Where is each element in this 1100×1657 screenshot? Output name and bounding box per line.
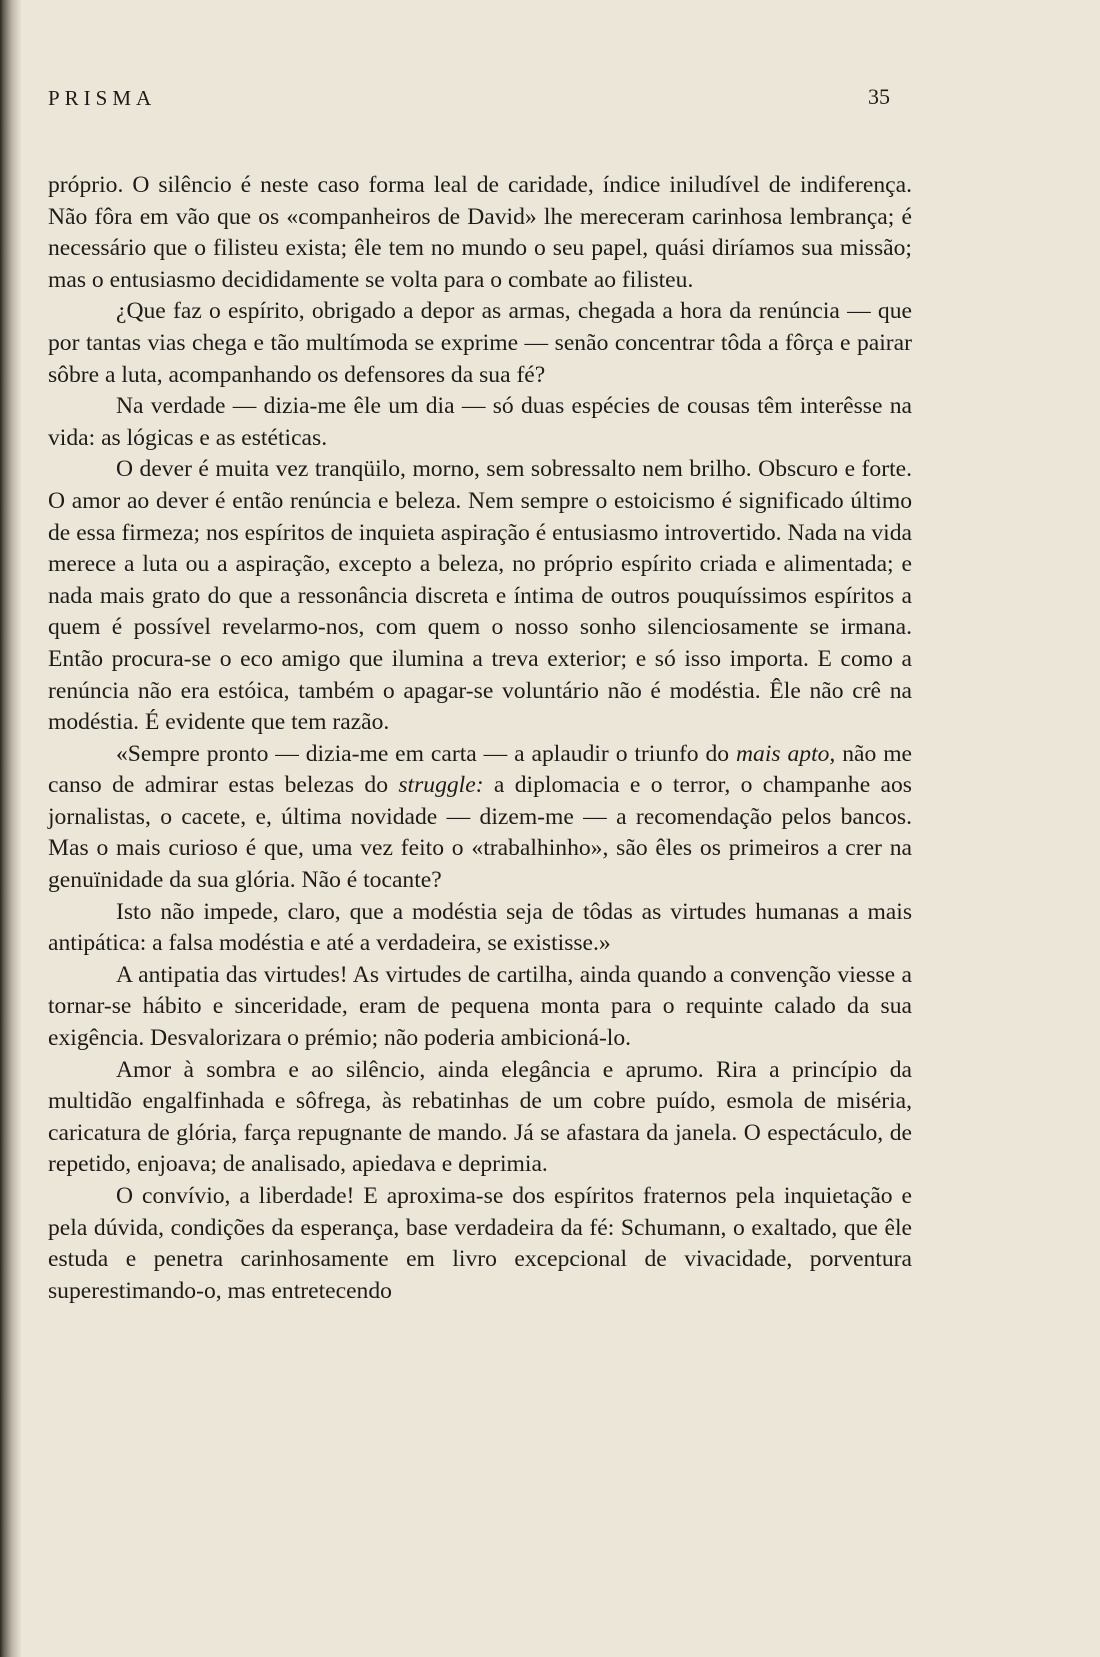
text-run: a diplomacia e o terror, o champanhe aos jornalistas, o cacete, e, última novidade — dizem-me — a recomendação pelos bancos. Mas o mais curioso é que, uma vez feito o «trabalhinho», são êles os primeiros a crer na genuïnidade da sua glória. Não é tocante? — [48, 772, 912, 894]
page-number: 35 — [868, 84, 890, 109]
text-run: «Sempre pronto — dizia-me em carta — a aplaudir o triunfo do — [116, 740, 736, 767]
paragraph: Isto não impede, claro, que a modéstia seja de tôdas as virtudes humanas a mais antipática: a falsa modéstia e até a verdadeira, se existisse.» — [48, 898, 912, 957]
paragraph: O convívio, a liberdade! E aproxima-se dos espíritos fraternos pela inquietação e pela dúvida, condições da esperança, base verdadeira da fé: Schumann, o exaltado, que êle estuda e penetra carinhosamente em livro excepcional de vivacidade, porventura superestimando-o, mas entretecendo — [48, 1183, 912, 1304]
italic-text-run: mais apto, — [736, 740, 836, 767]
paragraph: ¿Que faz o espírito, obrigado a depor as armas, chegada a hora da renúncia — que por tantas vias chega e tão multímoda se exprime — senão concentrar tôda a fôrça e pairar sôbre a luta, acompanhando os defensores da sua fé? — [48, 298, 912, 388]
paragraph — [48, 739, 912, 897]
running-title: PRISMA — [48, 86, 157, 110]
body-text — [48, 170, 912, 1307]
italic-text-run: struggle: — [398, 772, 484, 799]
paragraph: O dever é muita vez tranqüilo, morno, sem sobressalto nem brilho. Obscuro e forte. O amor ao dever é então renúncia e beleza. Nem sempre o estoicismo é significado último de essa firmeza; nos espíritos de inquieta aspiração é entusiasmo introvertido. Nada na vida merece a luta ou a aspiração, excepto a beleza, no próprio espírito criada e alimentada; e nada mais grato do que a ressonância discreta e íntima de outros pouquíssimos espíritos a quem é possível revelarmo-nos, com quem o nosso sonho silenciosamente se irmana. Então procura-se o eco amigo que ilumina a treva exterior; e só isso importa. E como a renúncia não era estóica, também o apagar-se voluntário não é modéstia. Êle não crê na modéstia. É evidente que tem razão. — [48, 456, 912, 736]
binding-shadow — [0, 0, 22, 1657]
paragraph: Amor à sombra e ao silêncio, ainda elegância e aprumo. Rira a princípio da multidão engalfinhada e sôfrega, às rebatinhas de um cobre puído, esmola de miséria, caricatura de glória, farça repugnante de mando. Já se afastara da janela. O espectáculo, de repetido, enjoava; de analisado, apiedava e deprimia. — [48, 1056, 912, 1178]
paragraph: Na verdade — dizia-me êle um dia — só duas espécies de cousas têm interêsse na vida: as lógicas e as estéticas. — [48, 393, 912, 451]
paragraph: próprio. O silêncio é neste caso forma leal de caridade, índice iniludível de indiferença. Não fôra em vão que os «companheiros de David» lhe mereceram carinhosa lembrança; é necessário que o filisteu exista; êle tem no mundo o seu papel, quási diríamos sua missão; mas o entusiasmo decididamente se volta para o combate ao filisteu. — [48, 172, 912, 293]
text-run: não me canso de admirar estas belezas do — [48, 740, 913, 799]
paragraph: A antipatia das virtudes! As virtudes de cartilha, ainda quando a convenção viesse a tornar-se hábito e sinceridade, eram de pequena monta para o requinte calado da sua exigência. Desvalorizara o prémio; não poderia ambicioná-lo. — [48, 961, 912, 1052]
page-header — [48, 86, 890, 126]
